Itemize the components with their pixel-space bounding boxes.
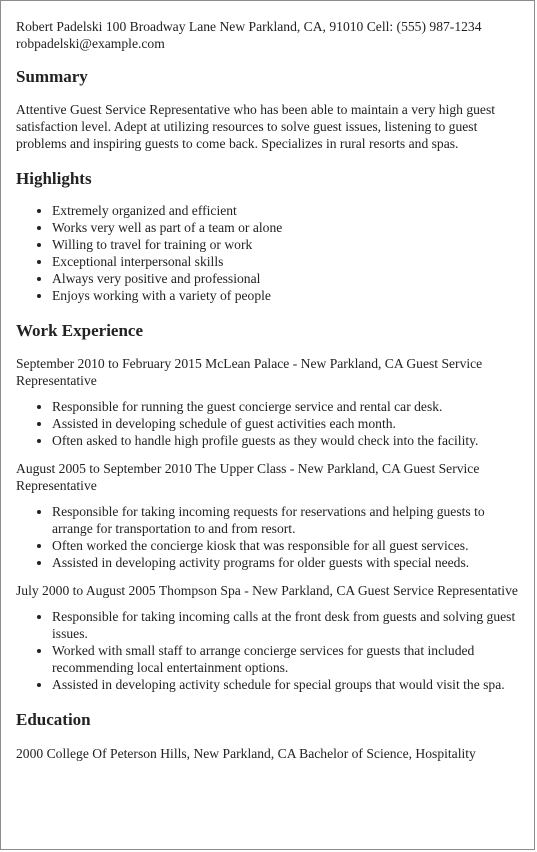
- highlight-item: • Exceptional interpersonal skills: [52, 253, 520, 270]
- job-header: August 2005 to September 2010 The Upper Class - New Parkland, CA Guest Service Representative: [16, 461, 480, 493]
- job-bullet: • Responsible for running the guest concierge service and rental car desk.: [52, 398, 520, 415]
- job-header: July 2000 to August 2005 Thompson Spa - New Parkland, CA Guest Service Representative: [16, 583, 518, 598]
- job-bullet: • Assisted in developing activity schedule for special groups that would visit the spa.: [52, 676, 520, 693]
- summary-text: Attentive Guest Service Representative who has been able to maintain a very high guest satisfaction level. Adept at utilizing resources to solve guest issues, listening to guest problems and inspiring guests to come back. Specializes in rural resorts and spas.: [16, 102, 496, 151]
- contact-email: robpadelski@example.com: [16, 36, 165, 51]
- job-bullet: • Worked with small staff to arrange concierge services for guests that included recommending local entertainment options.: [52, 642, 520, 676]
- highlight-item: • Always very positive and professional: [52, 270, 520, 287]
- highlight-item: • Works very well as part of a team or alone: [52, 219, 520, 236]
- work-experience-heading: Work Experience: [16, 321, 144, 340]
- job-bullet: • Often asked to handle high profile guests as they would check into the facility.: [52, 432, 520, 449]
- job-bullets: [16, 503, 520, 571]
- job-header: September 2010 to February 2015 McLean Palace - New Parkland, CA Guest Service Representative: [16, 356, 483, 388]
- highlight-item: • Enjoys working with a variety of people: [52, 287, 520, 304]
- education-text: 2000 College Of Peterson Hills, New Parkland, CA Bachelor of Science, Hospitality: [16, 746, 476, 761]
- job-bullets: [16, 608, 520, 693]
- contact-block: [16, 18, 520, 52]
- highlight-item: • Willing to travel for training or work: [52, 236, 520, 253]
- job-bullet: • Responsible for taking incoming calls at the front desk from guests and solving guest issues.: [52, 608, 520, 642]
- job-bullets: [16, 398, 520, 449]
- job-entry-upper-class: [16, 460, 520, 571]
- highlight-item: • Extremely organized and efficient: [52, 202, 520, 219]
- job-entry-thompson-spa: [16, 582, 520, 693]
- education-heading: Education: [16, 710, 91, 729]
- highlights-heading: Highlights: [16, 169, 92, 188]
- job-bullet: • Often worked the concierge kiosk that was responsible for all guest services.: [52, 537, 520, 554]
- job-entry-mclean-palace: [16, 355, 520, 449]
- job-bullet: • Assisted in developing schedule of guest activities each month.: [52, 415, 520, 432]
- highlights-list: [16, 202, 520, 304]
- contact-address-line: Robert Padelski 100 Broadway Lane New Parkland, CA, 91010 Cell: (555) 987-1234: [16, 19, 482, 34]
- job-bullet: • Responsible for taking incoming requests for reservations and helping guests to arrange for transportation to and from resort.: [52, 503, 520, 537]
- summary-heading: Summary: [16, 67, 88, 86]
- job-bullet: • Assisted in developing activity programs for older guests with special needs.: [52, 554, 520, 571]
